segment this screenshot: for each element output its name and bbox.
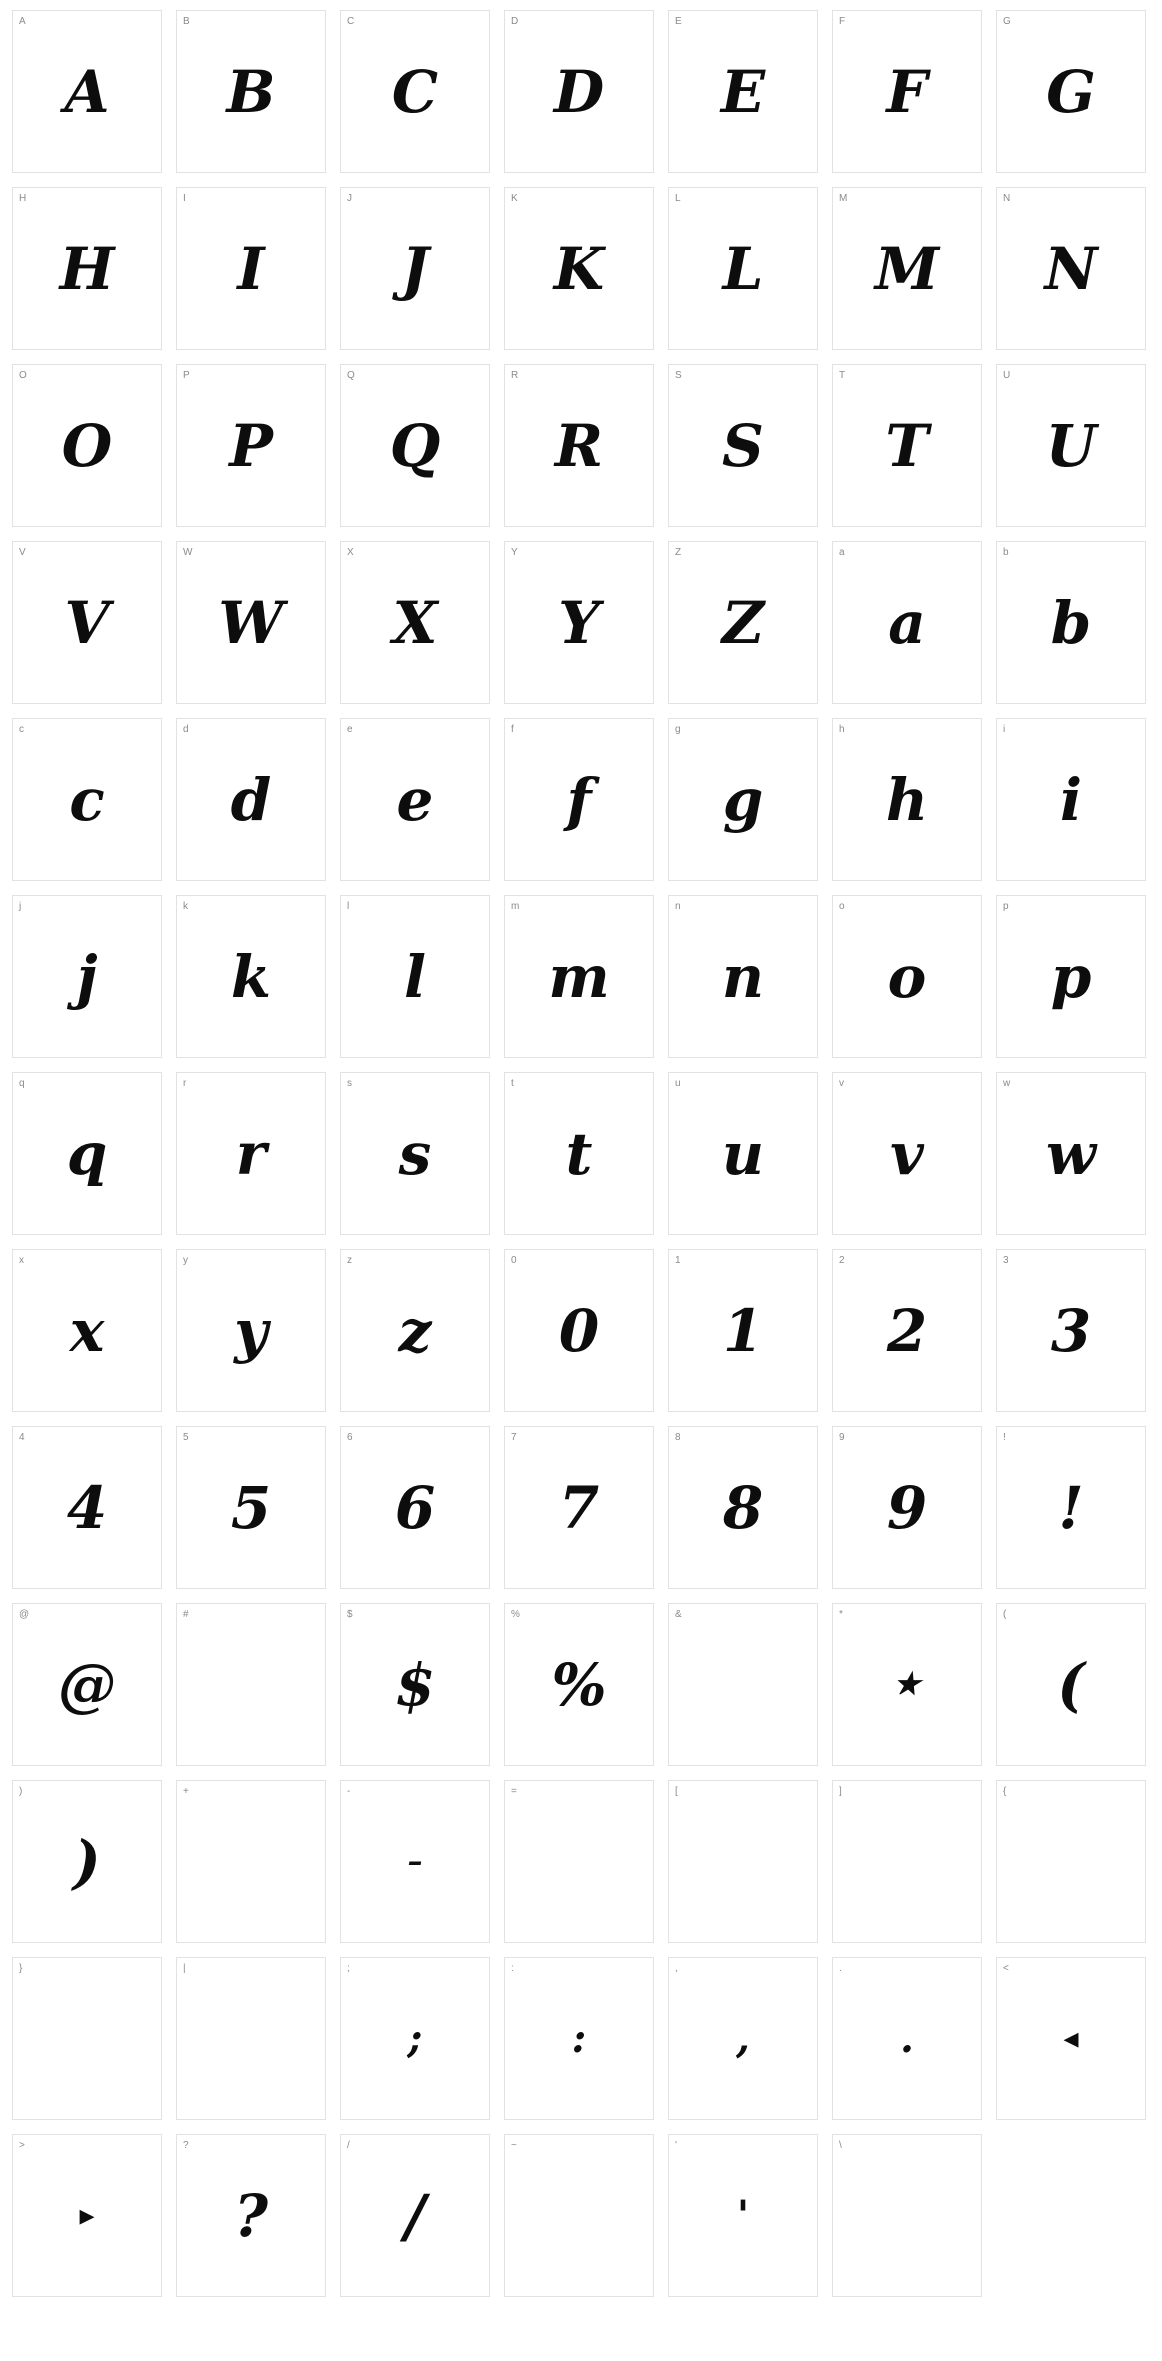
glyph-label: A xyxy=(19,16,26,27)
glyph-label: { xyxy=(1003,1786,1007,1797)
glyph-label: = xyxy=(511,1786,518,1797)
glyph-preview: V xyxy=(64,588,110,657)
glyph-cell[interactable] xyxy=(504,895,654,1058)
glyph-preview: c xyxy=(69,765,105,834)
glyph-label: 3 xyxy=(1003,1255,1009,1266)
glyph-preview: ( xyxy=(1057,1650,1085,1719)
glyph-cell[interactable] xyxy=(176,10,326,173)
glyph-label: D xyxy=(511,16,519,27)
glyph-preview: n xyxy=(721,942,765,1011)
glyph-cell[interactable] xyxy=(504,10,654,173)
glyph-label: @ xyxy=(19,1609,30,1620)
glyph-preview: O xyxy=(61,411,113,480)
glyph-preview: ; xyxy=(407,2014,423,2062)
glyph-cell[interactable] xyxy=(176,1072,326,1235)
glyph-label: G xyxy=(1003,16,1011,27)
glyph-preview: T xyxy=(885,411,929,480)
glyph-preview: 0 xyxy=(558,1296,600,1365)
glyph-label: Z xyxy=(675,547,682,558)
glyph-cell[interactable] xyxy=(12,1603,162,1766)
glyph-cell[interactable] xyxy=(12,895,162,1058)
glyph-cell[interactable] xyxy=(996,10,1146,173)
glyph-preview: ★ xyxy=(893,1666,921,1702)
glyph-label: M xyxy=(839,193,848,204)
glyph-label: 7 xyxy=(511,1432,517,1443)
glyph-cell[interactable] xyxy=(832,1249,982,1412)
glyph-cell[interactable] xyxy=(176,1957,326,2120)
glyph-preview: l xyxy=(403,942,427,1011)
glyph-label: J xyxy=(347,193,353,204)
glyph-cell[interactable] xyxy=(832,895,982,1058)
glyph-preview: b xyxy=(1050,588,1092,657)
glyph-label: r xyxy=(183,1078,187,1089)
glyph-cell[interactable] xyxy=(176,364,326,527)
glyph-cell[interactable] xyxy=(996,1780,1146,1943)
glyph-cell[interactable] xyxy=(340,1072,490,1235)
glyph-preview: 2 xyxy=(886,1296,928,1365)
glyph-cell[interactable] xyxy=(668,2134,818,2297)
glyph-label: 8 xyxy=(675,1432,681,1443)
glyph-preview: M xyxy=(874,234,940,303)
glyph-cell[interactable] xyxy=(668,1072,818,1235)
glyph-preview: X xyxy=(392,588,438,657)
glyph-label: e xyxy=(347,724,353,735)
glyph-cell[interactable] xyxy=(340,187,490,350)
glyph-cell[interactable] xyxy=(12,541,162,704)
glyph-preview: Z xyxy=(721,588,765,657)
glyph-preview: y xyxy=(234,1296,268,1365)
glyph-cell[interactable] xyxy=(504,1603,654,1766)
glyph-cell[interactable] xyxy=(668,10,818,173)
glyph-label: w xyxy=(1003,1078,1011,1089)
glyph-cell[interactable] xyxy=(12,2134,162,2297)
glyph-cell[interactable] xyxy=(996,187,1146,350)
glyph-label: $ xyxy=(347,1609,353,1620)
glyph-cell[interactable] xyxy=(340,1957,490,2120)
glyph-preview: 1 xyxy=(722,1296,764,1365)
glyph-cell[interactable] xyxy=(504,541,654,704)
glyph-preview: s xyxy=(398,1119,432,1188)
glyph-label: # xyxy=(183,1609,189,1620)
glyph-label: i xyxy=(1003,724,1006,735)
glyph-cell[interactable] xyxy=(12,1249,162,1412)
glyph-preview: H xyxy=(59,234,115,303)
glyph-preview: ! xyxy=(1058,1473,1084,1542)
glyph-label: > xyxy=(19,2140,26,2151)
glyph-label: / xyxy=(347,2140,350,2151)
glyph-preview: v xyxy=(890,1119,924,1188)
glyph-label: k xyxy=(183,901,189,912)
glyph-preview: Y xyxy=(558,588,600,657)
glyph-cell[interactable] xyxy=(340,364,490,527)
glyph-preview: A xyxy=(64,57,110,126)
glyph-preview: w xyxy=(1046,1119,1096,1188)
glyph-preview: Q xyxy=(389,411,441,480)
glyph-preview: ? xyxy=(234,2181,268,2250)
glyph-label: ! xyxy=(1003,1432,1006,1443)
glyph-label: ] xyxy=(839,1786,842,1797)
glyph-label: \ xyxy=(839,2140,842,2151)
glyph-label: V xyxy=(19,547,26,558)
glyph-cell[interactable] xyxy=(176,187,326,350)
glyph-label: u xyxy=(675,1078,681,1089)
glyph-preview: g xyxy=(722,765,764,834)
glyph-label: t xyxy=(511,1078,514,1089)
glyph-cell[interactable] xyxy=(340,1780,490,1943)
glyph-label: c xyxy=(19,724,25,735)
glyph-label: ~ xyxy=(511,2140,518,2151)
glyph-label: l xyxy=(347,901,350,912)
glyph-preview: – xyxy=(407,1843,423,1879)
glyph-label: W xyxy=(183,547,193,558)
glyph-label: Q xyxy=(347,370,355,381)
glyph-cell[interactable] xyxy=(668,718,818,881)
glyph-label: P xyxy=(183,370,190,381)
glyph-preview: J xyxy=(401,234,429,303)
glyph-preview: q xyxy=(66,1119,108,1188)
glyph-cell[interactable] xyxy=(340,541,490,704)
glyph-cell[interactable] xyxy=(832,1603,982,1766)
glyph-label: H xyxy=(19,193,27,204)
glyph-preview: : xyxy=(571,2014,587,2062)
glyph-preview: P xyxy=(229,411,273,480)
glyph-cell[interactable] xyxy=(176,1603,326,1766)
glyph-cell[interactable] xyxy=(668,1249,818,1412)
glyph-cell[interactable] xyxy=(176,1249,326,1412)
glyph-cell[interactable] xyxy=(176,2134,326,2297)
glyph-label: ) xyxy=(19,1786,23,1797)
glyph-cell[interactable] xyxy=(340,1249,490,1412)
glyph-preview: I xyxy=(237,234,265,303)
glyph-cell[interactable] xyxy=(176,895,326,1058)
glyph-label: K xyxy=(511,193,518,204)
glyph-cell[interactable] xyxy=(996,364,1146,527)
glyph-label: : xyxy=(511,1963,514,1974)
glyph-cell[interactable] xyxy=(832,1957,982,2120)
glyph-cell[interactable] xyxy=(340,1603,490,1766)
glyph-cell[interactable] xyxy=(668,187,818,350)
glyph-cell[interactable] xyxy=(340,718,490,881)
glyph-label: s xyxy=(347,1078,353,1089)
glyph-label: U xyxy=(1003,370,1011,381)
glyph-preview: j xyxy=(76,942,98,1011)
glyph-label: } xyxy=(19,1963,23,1974)
glyph-label: h xyxy=(839,724,845,735)
glyph-label: E xyxy=(675,16,682,27)
glyph-cell[interactable] xyxy=(504,1249,654,1412)
glyph-label: 1 xyxy=(675,1255,681,1266)
glyph-preview: . xyxy=(900,2014,914,2062)
glyph-preview: C xyxy=(391,57,439,126)
glyph-preview: R xyxy=(554,411,604,480)
glyph-label: X xyxy=(347,547,354,558)
glyph-label: R xyxy=(511,370,519,381)
glyph-preview: p xyxy=(1050,942,1092,1011)
glyph-cell[interactable] xyxy=(504,1426,654,1589)
glyph-label: S xyxy=(675,370,682,381)
glyph-preview: W xyxy=(218,588,284,657)
glyph-cell[interactable] xyxy=(668,364,818,527)
glyph-label: ( xyxy=(1003,1609,1007,1620)
glyph-label: T xyxy=(839,370,846,381)
glyph-label: + xyxy=(183,1786,190,1797)
glyph-cell[interactable] xyxy=(996,718,1146,881)
glyph-preview: 8 xyxy=(722,1473,764,1542)
glyph-preview: f xyxy=(566,765,592,834)
glyph-cell[interactable] xyxy=(996,1249,1146,1412)
glyph-preview: a xyxy=(888,588,926,657)
glyph-label: ? xyxy=(183,2140,189,2151)
glyph-cell[interactable] xyxy=(12,187,162,350)
glyph-cell[interactable] xyxy=(832,1780,982,1943)
glyph-cell[interactable] xyxy=(340,10,490,173)
glyph-preview: t xyxy=(565,1119,593,1188)
glyph-cell[interactable] xyxy=(668,1603,818,1766)
glyph-preview: 9 xyxy=(886,1473,928,1542)
glyph-preview: 6 xyxy=(394,1473,436,1542)
glyph-preview: 4 xyxy=(66,1473,108,1542)
glyph-cell[interactable] xyxy=(996,1426,1146,1589)
glyph-preview: @ xyxy=(58,1650,116,1719)
glyph-cell[interactable] xyxy=(668,1426,818,1589)
glyph-label: o xyxy=(839,901,845,912)
glyph-label: L xyxy=(675,193,681,204)
glyph-cell[interactable] xyxy=(832,1072,982,1235)
glyph-cell[interactable] xyxy=(12,718,162,881)
glyph-preview: k xyxy=(230,942,272,1011)
glyph-label: F xyxy=(839,16,846,27)
glyph-label: b xyxy=(1003,547,1009,558)
glyph-label: 0 xyxy=(511,1255,517,1266)
glyph-cell[interactable] xyxy=(504,364,654,527)
glyph-preview: K xyxy=(553,234,605,303)
glyph-preview: S xyxy=(722,411,764,480)
glyph-label: O xyxy=(19,370,27,381)
glyph-label: v xyxy=(839,1078,845,1089)
glyph-label: N xyxy=(1003,193,1011,204)
glyph-preview: z xyxy=(398,1296,432,1365)
glyph-cell[interactable] xyxy=(996,541,1146,704)
glyph-preview: ' xyxy=(736,2191,750,2239)
glyph-cell[interactable] xyxy=(504,187,654,350)
glyph-label: m xyxy=(511,901,520,912)
glyph-preview: ◂ xyxy=(1063,2020,1079,2056)
glyph-preview: 3 xyxy=(1050,1296,1092,1365)
glyph-preview: ▸ xyxy=(79,2197,95,2233)
glyph-cell[interactable] xyxy=(996,1957,1146,2120)
glyph-cell[interactable] xyxy=(504,718,654,881)
glyph-cell[interactable] xyxy=(832,187,982,350)
glyph-preview: % xyxy=(551,1650,607,1719)
glyph-cell[interactable] xyxy=(668,895,818,1058)
glyph-label: y xyxy=(183,1255,189,1266)
glyph-label: % xyxy=(511,1609,521,1620)
glyph-preview: i xyxy=(1059,765,1083,834)
glyph-label: x xyxy=(19,1255,25,1266)
glyph-preview: $ xyxy=(394,1650,436,1719)
glyph-cell[interactable] xyxy=(12,1072,162,1235)
glyph-cell[interactable] xyxy=(832,541,982,704)
glyph-cell[interactable] xyxy=(12,1957,162,2120)
glyph-label: . xyxy=(839,1963,842,1974)
glyph-label: Y xyxy=(511,547,518,558)
glyph-cell[interactable] xyxy=(176,541,326,704)
glyph-label: [ xyxy=(675,1786,678,1797)
glyph-cell[interactable] xyxy=(996,895,1146,1058)
glyph-label: 5 xyxy=(183,1432,189,1443)
glyph-label: , xyxy=(675,1963,678,1974)
glyph-cell[interactable] xyxy=(832,1426,982,1589)
glyph-cell[interactable] xyxy=(176,718,326,881)
glyph-label: d xyxy=(183,724,189,735)
glyph-label: I xyxy=(183,193,186,204)
glyph-preview: , xyxy=(736,2014,750,2062)
glyph-cell[interactable] xyxy=(340,1426,490,1589)
glyph-label: * xyxy=(839,1609,844,1620)
glyph-label: 9 xyxy=(839,1432,845,1443)
glyph-cell[interactable] xyxy=(176,1426,326,1589)
glyph-label: n xyxy=(675,901,681,912)
glyph-cell[interactable] xyxy=(12,364,162,527)
glyph-cell[interactable] xyxy=(340,2134,490,2297)
glyph-cell[interactable] xyxy=(832,364,982,527)
glyph-preview: u xyxy=(721,1119,765,1188)
glyph-label: p xyxy=(1003,901,1009,912)
glyph-preview: r xyxy=(235,1119,267,1188)
glyph-preview: / xyxy=(404,2181,426,2250)
glyph-label: j xyxy=(19,901,22,912)
glyph-cell[interactable] xyxy=(832,10,982,173)
glyph-preview: 7 xyxy=(558,1473,600,1542)
glyph-preview: ) xyxy=(73,1827,101,1896)
glyph-cell[interactable] xyxy=(832,2134,982,2297)
glyph-label: z xyxy=(347,1255,353,1266)
glyph-label: C xyxy=(347,16,355,27)
glyph-label: ' xyxy=(675,2140,678,2151)
glyph-preview: G xyxy=(1046,57,1096,126)
glyph-cell[interactable] xyxy=(504,1072,654,1235)
glyph-label: ; xyxy=(347,1963,350,1974)
glyph-label: & xyxy=(675,1609,682,1620)
glyph-preview: x xyxy=(69,1296,105,1365)
glyph-label: | xyxy=(183,1963,186,1974)
glyph-preview: e xyxy=(396,765,434,834)
glyph-cell[interactable] xyxy=(996,1603,1146,1766)
glyph-preview: U xyxy=(1045,411,1097,480)
glyph-preview: h xyxy=(885,765,929,834)
glyph-cell[interactable] xyxy=(176,1780,326,1943)
glyph-cell[interactable] xyxy=(12,1426,162,1589)
glyph-cell[interactable] xyxy=(12,10,162,173)
glyph-preview: o xyxy=(887,942,927,1011)
glyph-label: a xyxy=(839,547,845,558)
glyph-label: 6 xyxy=(347,1432,353,1443)
glyph-cell[interactable] xyxy=(504,2134,654,2297)
glyph-label: g xyxy=(675,724,681,735)
glyph-cell[interactable] xyxy=(668,1780,818,1943)
glyph-preview: E xyxy=(720,57,766,126)
glyph-cell[interactable] xyxy=(504,1957,654,2120)
glyph-preview: N xyxy=(1044,234,1098,303)
glyph-preview: m xyxy=(548,942,610,1011)
glyph-cell[interactable] xyxy=(12,1780,162,1943)
glyph-preview: L xyxy=(722,234,764,303)
glyph-cell[interactable] xyxy=(668,1957,818,2120)
glyph-label: < xyxy=(1003,1963,1010,1974)
glyph-label: 2 xyxy=(839,1255,845,1266)
glyph-preview: D xyxy=(553,57,605,126)
glyph-preview: d xyxy=(230,765,272,834)
glyph-cell[interactable] xyxy=(340,895,490,1058)
glyph-cell[interactable] xyxy=(996,1072,1146,1235)
glyph-label: q xyxy=(19,1078,25,1089)
glyph-label: f xyxy=(511,724,514,735)
glyph-label: 4 xyxy=(19,1432,25,1443)
glyph-label: - xyxy=(347,1786,351,1797)
glyph-cell[interactable] xyxy=(504,1780,654,1943)
glyph-preview: 5 xyxy=(230,1473,272,1542)
glyph-label: B xyxy=(183,16,190,27)
glyph-preview: B xyxy=(226,57,276,126)
glyph-cell[interactable] xyxy=(832,718,982,881)
glyph-cell[interactable] xyxy=(668,541,818,704)
glyph-preview: F xyxy=(886,57,928,126)
